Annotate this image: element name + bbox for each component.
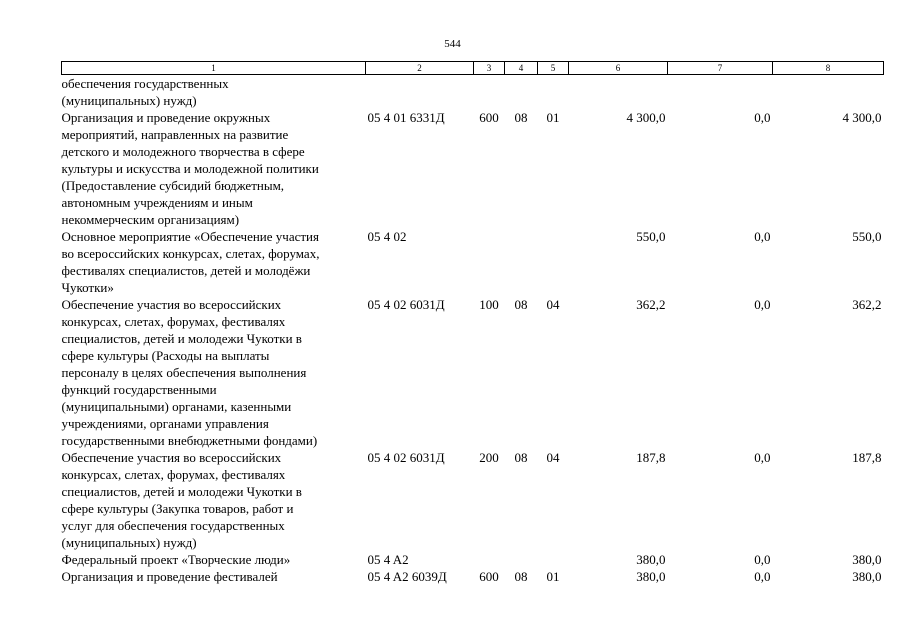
row-pr: 04 <box>546 297 560 312</box>
row-rz: 08 <box>514 110 528 125</box>
row-vr: 600 <box>479 569 499 584</box>
row-pr <box>538 75 569 110</box>
table-row <box>62 228 884 296</box>
row-vr: 200 <box>479 450 499 465</box>
row-value-8: 362,2 <box>852 297 882 312</box>
row-value-8: 4 300,0 <box>842 110 882 125</box>
row-value-6: 550,0 <box>636 229 666 244</box>
row-rz: 08 <box>514 450 528 465</box>
header-cell: 2 <box>366 62 474 75</box>
table-row <box>62 109 884 228</box>
row-value-6: 362,2 <box>636 297 666 312</box>
row-code: 05 4 A2 6039Д <box>367 569 447 584</box>
row-name: Основное мероприятие «Обеспечение участия во всероссийских конкурсах, слетах, форумах, фестивалях специалистов, детей и молодёжи Чукотки» <box>61 229 320 295</box>
row-pr: 01 <box>546 569 560 584</box>
row-value-8: 187,8 <box>852 450 882 465</box>
row-value-7: 0,0 <box>754 110 771 125</box>
row-pr: 01 <box>546 110 560 125</box>
row-name: Обеспечение участия во всероссийских конкурсах, слетах, форумах, фестивалях специалистов, детей и молодежи Чукотки в сфере культуры (Расходы на выплаты персоналу в целях обеспечения выполнения функций государственными (муниципальными) органами, казенными учреждениями, органами управления государственными внебюджетными фондами) <box>61 297 318 448</box>
header-cell: 4 <box>505 62 538 75</box>
row-name: Обеспечение участия во всероссийских конкурсах, слетах, форумах, фестивалях специалистов, детей и молодежи Чукотки в сфере культуры (Закупка товаров, работ и услуг для обеспечения государственных (муниципальных) нужд) <box>61 450 302 550</box>
row-name: Федеральный проект «Творческие люди» <box>61 552 291 567</box>
row-vr: 600 <box>479 110 499 125</box>
row-name: обеспечения государственных (муниципальных) нужд) <box>61 76 229 108</box>
row-code: 05 4 02 6031Д <box>367 297 445 312</box>
row-code: 05 4 02 <box>367 229 407 244</box>
budget-table <box>61 61 884 585</box>
row-name: Организация и проведение окружных мероприятий, направленных на развитие детского и молодежного творчества в сфере культуры и искусства и молодежной политики (Предоставление субсидий бюджетным, автономным учреждениям и иным некоммерческим организациям) <box>61 110 319 227</box>
row-value-6: 187,8 <box>636 450 666 465</box>
row-code: 05 4 01 6331Д <box>367 110 445 125</box>
row-name: Организация и проведение фестивалей <box>61 569 278 584</box>
row-rz: 08 <box>514 569 528 584</box>
row-value-7: 0,0 <box>754 569 771 584</box>
table-row <box>62 551 884 568</box>
header-cell: 6 <box>569 62 668 75</box>
table-row <box>62 449 884 551</box>
row-rz: 08 <box>514 297 528 312</box>
row-pr <box>538 228 569 296</box>
header-cell: 1 <box>62 62 366 75</box>
table-row <box>62 296 884 449</box>
row-code: 05 4 A2 <box>367 552 409 567</box>
header-cell: 7 <box>668 62 773 75</box>
header-cell: 8 <box>773 62 884 75</box>
header-cell: 5 <box>538 62 569 75</box>
row-value-6: 380,0 <box>636 552 666 567</box>
row-vr <box>474 228 505 296</box>
row-code <box>366 75 474 110</box>
row-value-6: 4 300,0 <box>626 110 666 125</box>
row-value-7: 0,0 <box>754 552 771 567</box>
row-value-6 <box>569 75 668 110</box>
row-vr <box>474 551 505 568</box>
header-cell: 3 <box>474 62 505 75</box>
page-number: 544 <box>444 38 461 50</box>
row-value-8: 380,0 <box>852 569 882 584</box>
row-value-8: 380,0 <box>852 552 882 567</box>
table-row <box>62 75 884 110</box>
row-pr <box>538 551 569 568</box>
row-rz <box>505 551 538 568</box>
row-value-8: 550,0 <box>852 229 882 244</box>
row-vr <box>474 75 505 110</box>
row-value-7: 0,0 <box>754 229 771 244</box>
row-value-6: 380,0 <box>636 569 666 584</box>
row-vr: 100 <box>479 297 499 312</box>
row-rz <box>505 75 538 110</box>
row-pr: 04 <box>546 450 560 465</box>
row-value-8 <box>773 75 884 110</box>
row-value-7 <box>668 75 773 110</box>
row-value-7: 0,0 <box>754 297 771 312</box>
row-code: 05 4 02 6031Д <box>367 450 445 465</box>
row-value-7: 0,0 <box>754 450 771 465</box>
header-row <box>62 62 884 75</box>
table-row <box>62 568 884 585</box>
row-rz <box>505 228 538 296</box>
